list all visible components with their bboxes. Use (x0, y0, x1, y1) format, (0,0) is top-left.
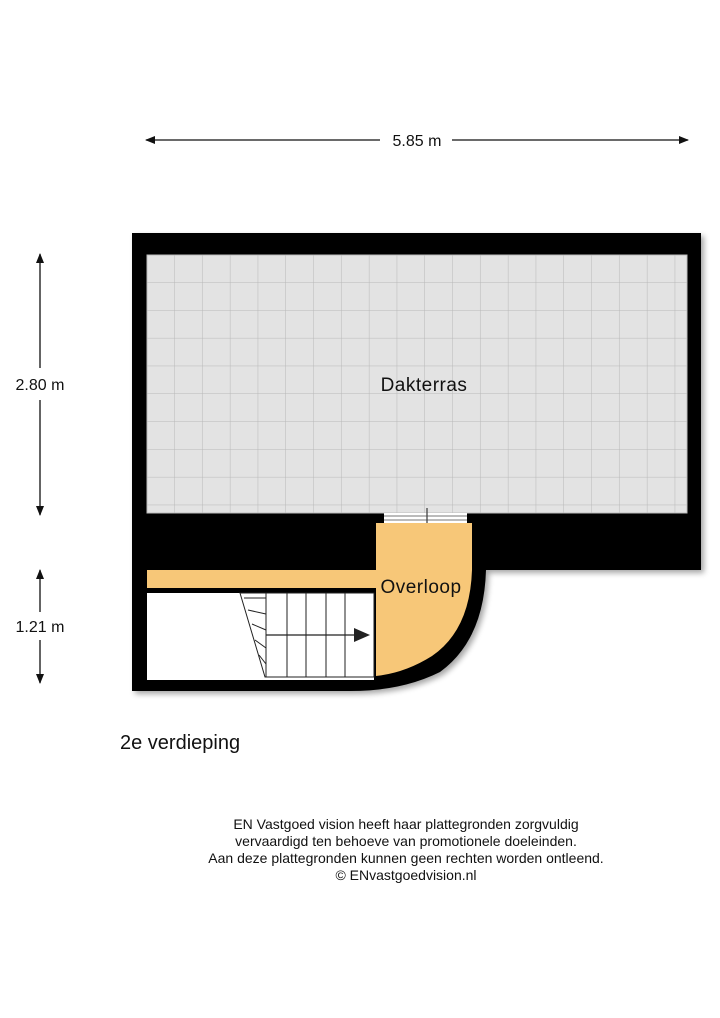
width-dimension (146, 133, 688, 150)
disclaimer-line-4: © ENvastgoedvision.nl (335, 867, 477, 883)
disclaimer-line-3: Aan deze plattegronden kunnen geen rechten worden ontleend. (208, 850, 604, 866)
height-top-dimension (16, 254, 65, 515)
landing-label: Overloop (380, 577, 462, 598)
stairwell (147, 593, 374, 680)
disclaimer (0, 816, 720, 884)
disclaimer-line-1: EN Vastgoed vision heeft haar plattegronden zorgvuldig (233, 816, 579, 832)
width-dimension-label: 5.85 m (392, 133, 442, 150)
height-bottom-dimension-label: 1.21 m (15, 619, 65, 636)
terrace-label: Dakterras (380, 375, 468, 396)
height-bottom-dimension (16, 570, 65, 683)
height-top-dimension-label: 2.80 m (15, 377, 65, 394)
disclaimer-line-2: vervaardigd ten behoeve van promotionele doeleinden. (235, 833, 577, 849)
floor-title: 2e verdieping (120, 732, 241, 754)
